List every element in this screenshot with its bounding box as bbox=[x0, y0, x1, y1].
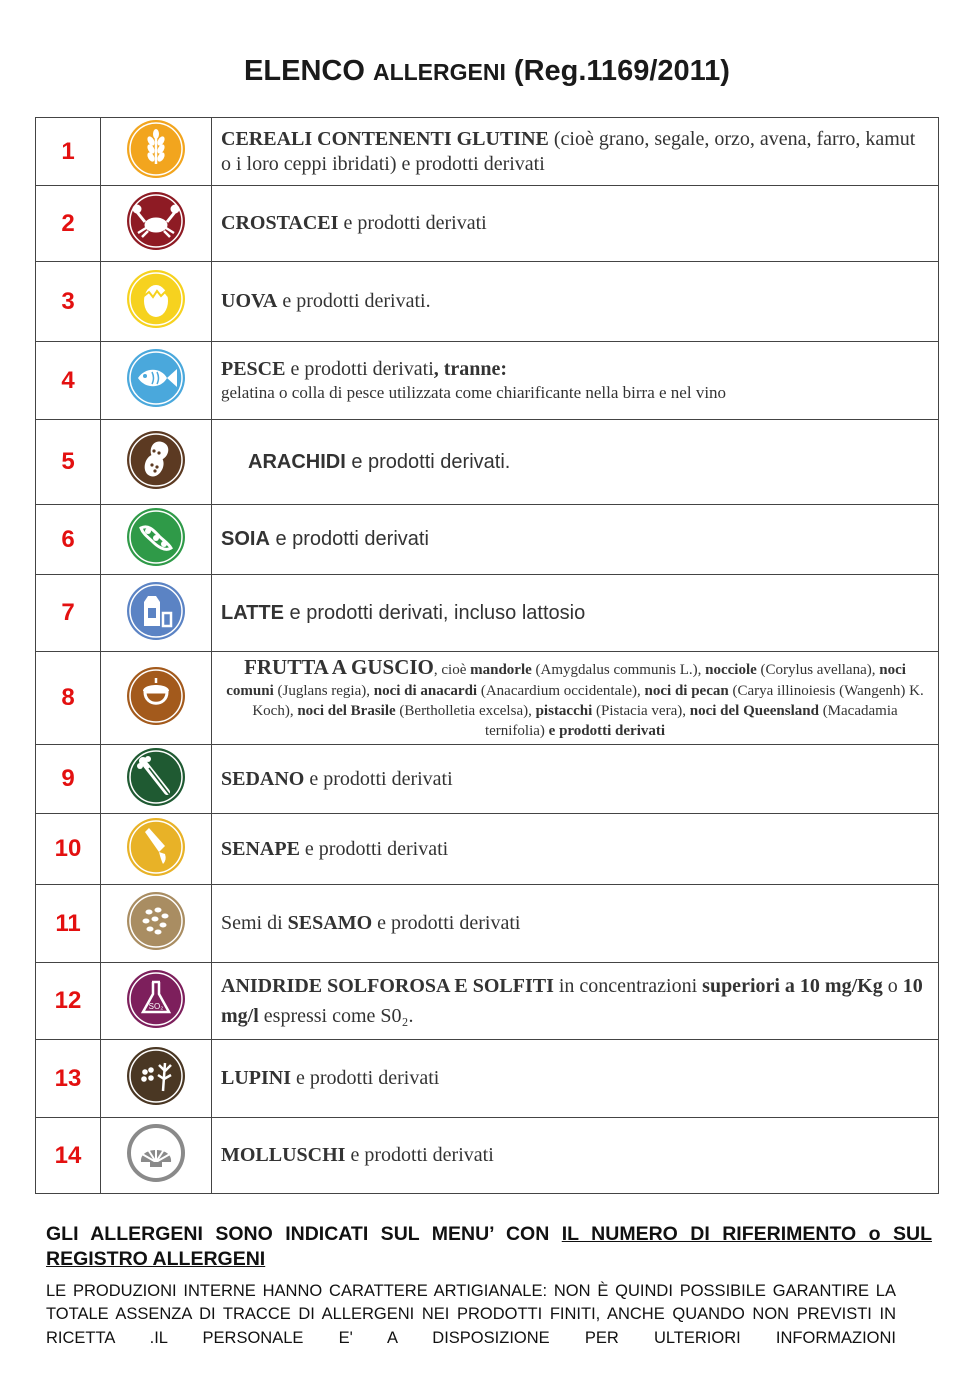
description-part: e prodotti derivati bbox=[548, 722, 666, 739]
table-row bbox=[36, 342, 939, 420]
allergen-description: FRUTTA A GUSCIO, cioè mandorle (Amygdalus communis L.), nocciole (Corylus avellana), noci comuni (Juglans regia), noci di anacardi (Anacardium occidentale), noci di pecan (Carya illinoiesis (Wangenh) K. Koch), noci del Brasile (Bertholletia excelsa), pistacchi (Pistacia vera), noci del Queensland (Macadamia ternifolia) e prodotti derivati bbox=[212, 652, 939, 745]
table-row bbox=[36, 963, 939, 1040]
sesame-icon bbox=[125, 890, 187, 952]
title-main: ELENCO bbox=[244, 55, 365, 87]
allergen-number: 7 bbox=[36, 575, 101, 652]
description-part: (Juglans regia), bbox=[273, 683, 374, 700]
allergen-number: 11 bbox=[36, 885, 101, 963]
description-part: pistacchi bbox=[535, 702, 593, 719]
description-part: (Carya illinoiesis (Wangenh) K. Koch), bbox=[252, 683, 924, 719]
allergen-number: 4 bbox=[36, 342, 101, 420]
allergen-description: SENAPE e prodotti derivati bbox=[212, 814, 939, 885]
allergen-number: 10 bbox=[36, 814, 101, 885]
flask-icon bbox=[125, 968, 187, 1030]
table-row bbox=[36, 262, 939, 342]
allergen-description: PESCE e prodotti derivati, tranne: gelatina o colla di pesce utilizzata come chiarificante nella birra e nel vino bbox=[212, 342, 939, 420]
allergen-table bbox=[35, 117, 939, 1194]
description-part: superiori a 10 mg/Kg bbox=[702, 975, 883, 997]
description-part: in concentrazioni bbox=[553, 975, 703, 997]
description-part: (Macadamia ternifolia) bbox=[484, 702, 898, 739]
table-row bbox=[36, 1118, 939, 1194]
notice-underlined: IL NUMERO DI RIFERIMENTO o SUL REGISTRO ALLERGENI bbox=[46, 1223, 932, 1270]
milk-icon bbox=[125, 580, 187, 642]
allergen-description: SEDANO e prodotti derivati bbox=[212, 745, 939, 814]
description-part: , cioè bbox=[433, 662, 471, 679]
soy-icon bbox=[125, 506, 187, 568]
description-part: 10 mg/l bbox=[221, 975, 923, 1027]
allergen-number: 1 bbox=[36, 118, 101, 186]
allergen-number: 2 bbox=[36, 186, 101, 262]
description-part: noci di pecan bbox=[644, 683, 729, 700]
menu-notice: GLI ALLERGENI SONO INDICATI SUL MENU’ CON IL NUMERO DI RIFERIMENTO o SUL REGISTRO ALLERGENI bbox=[46, 1223, 932, 1270]
allergen-number: 12 bbox=[36, 963, 101, 1040]
allergen-number: 9 bbox=[36, 745, 101, 814]
table-row bbox=[36, 652, 939, 745]
allergen-description: SOIA e prodotti derivati bbox=[212, 505, 939, 575]
table-row bbox=[36, 885, 939, 963]
peanut-icon bbox=[125, 429, 187, 491]
mustard-icon bbox=[125, 816, 187, 878]
table-row bbox=[36, 745, 939, 814]
allergen-description: LUPINI e prodotti derivati bbox=[212, 1040, 939, 1118]
crab-icon bbox=[125, 190, 187, 252]
shell-icon bbox=[125, 1122, 187, 1184]
allergen-description: MOLLUSCHI e prodotti derivati bbox=[212, 1118, 939, 1194]
allergen-description: Semi di SESAMO e prodotti derivati bbox=[212, 885, 939, 963]
disclaimer-text: LE PRODUZIONI INTERNE HANNO CARATTERE ARTIGIANALE: NON È QUINDI POSSIBILE GARANTIRE LA TOTALE ASSENZA DI TRACCE DI ALLERGENI NEI PRODOTTI FINITI, ANCHE QUANDO NON PREVISTI IN RICETTA .IL PERSONALE E' A DISPOSIZIONE PER ULTERIORI INFORMAZIONI bbox=[46, 1282, 896, 1347]
fish-icon bbox=[125, 347, 187, 409]
celery-icon bbox=[125, 746, 187, 808]
allergen-description: UOVA e prodotti derivati. bbox=[212, 262, 939, 342]
allergen-description: ANIDRIDE SOLFOROSA E SOLFITI in concentrazioni superiori a 10 mg/Kg o 10 mg/l espressi come S0₂. bbox=[212, 963, 939, 1040]
description-part: (Corylus avellana), bbox=[756, 662, 880, 679]
description-part: noci comuni bbox=[226, 662, 906, 700]
description-part: noci di anacardi bbox=[373, 683, 478, 700]
table-row bbox=[36, 118, 939, 186]
description-part: noci del Queensland bbox=[689, 702, 819, 719]
table-row bbox=[36, 814, 939, 885]
allergen-description: LATTE e prodotti derivati, incluso lattosio bbox=[212, 575, 939, 652]
table-row bbox=[36, 420, 939, 505]
allergen-number: 5 bbox=[36, 420, 101, 505]
title-reg: (Reg.1169/2011) bbox=[513, 55, 730, 87]
description-part: (Amygdalus communis L.), bbox=[531, 662, 706, 679]
wheat-icon bbox=[125, 118, 187, 180]
table-row bbox=[36, 575, 939, 652]
allergen-number: 13 bbox=[36, 1040, 101, 1118]
table-row bbox=[36, 505, 939, 575]
page-title bbox=[0, 55, 974, 88]
allergen-number: 3 bbox=[36, 262, 101, 342]
allergen-description: CROSTACEI e prodotti derivati bbox=[212, 186, 939, 262]
description-part: (Bertholletia excelsa), bbox=[395, 702, 536, 719]
flask-label: SO₂ bbox=[148, 1001, 164, 1011]
allergen-description: ARACHIDI e prodotti derivati. bbox=[212, 420, 939, 505]
description-part: mandorle bbox=[470, 662, 532, 679]
allergen-description: CEREALI CONTENENTI GLUTINE (cioè grano, segale, orzo, avena, farro, kamut o i loro ceppi ibridati) e prodotti derivati bbox=[212, 118, 939, 186]
lupin-icon bbox=[125, 1045, 187, 1107]
table-row bbox=[36, 1040, 939, 1118]
allergen-number: 8 bbox=[36, 652, 101, 745]
allergen-number: 14 bbox=[36, 1118, 101, 1194]
table-row bbox=[36, 186, 939, 262]
description-part: noci del Brasile bbox=[297, 702, 396, 719]
description-part: nocciole bbox=[705, 662, 757, 679]
egg-icon bbox=[125, 268, 187, 330]
nut-icon bbox=[125, 665, 187, 727]
title-allergeni: ALLERGENI bbox=[372, 59, 506, 85]
description-part: (Pistacia vera), bbox=[592, 702, 690, 719]
description-part: espressi come S0₂. bbox=[258, 1005, 414, 1027]
description-part: o bbox=[882, 975, 903, 997]
allergen-number: 6 bbox=[36, 505, 101, 575]
description-part: (Anacardium occidentale), bbox=[477, 683, 645, 700]
